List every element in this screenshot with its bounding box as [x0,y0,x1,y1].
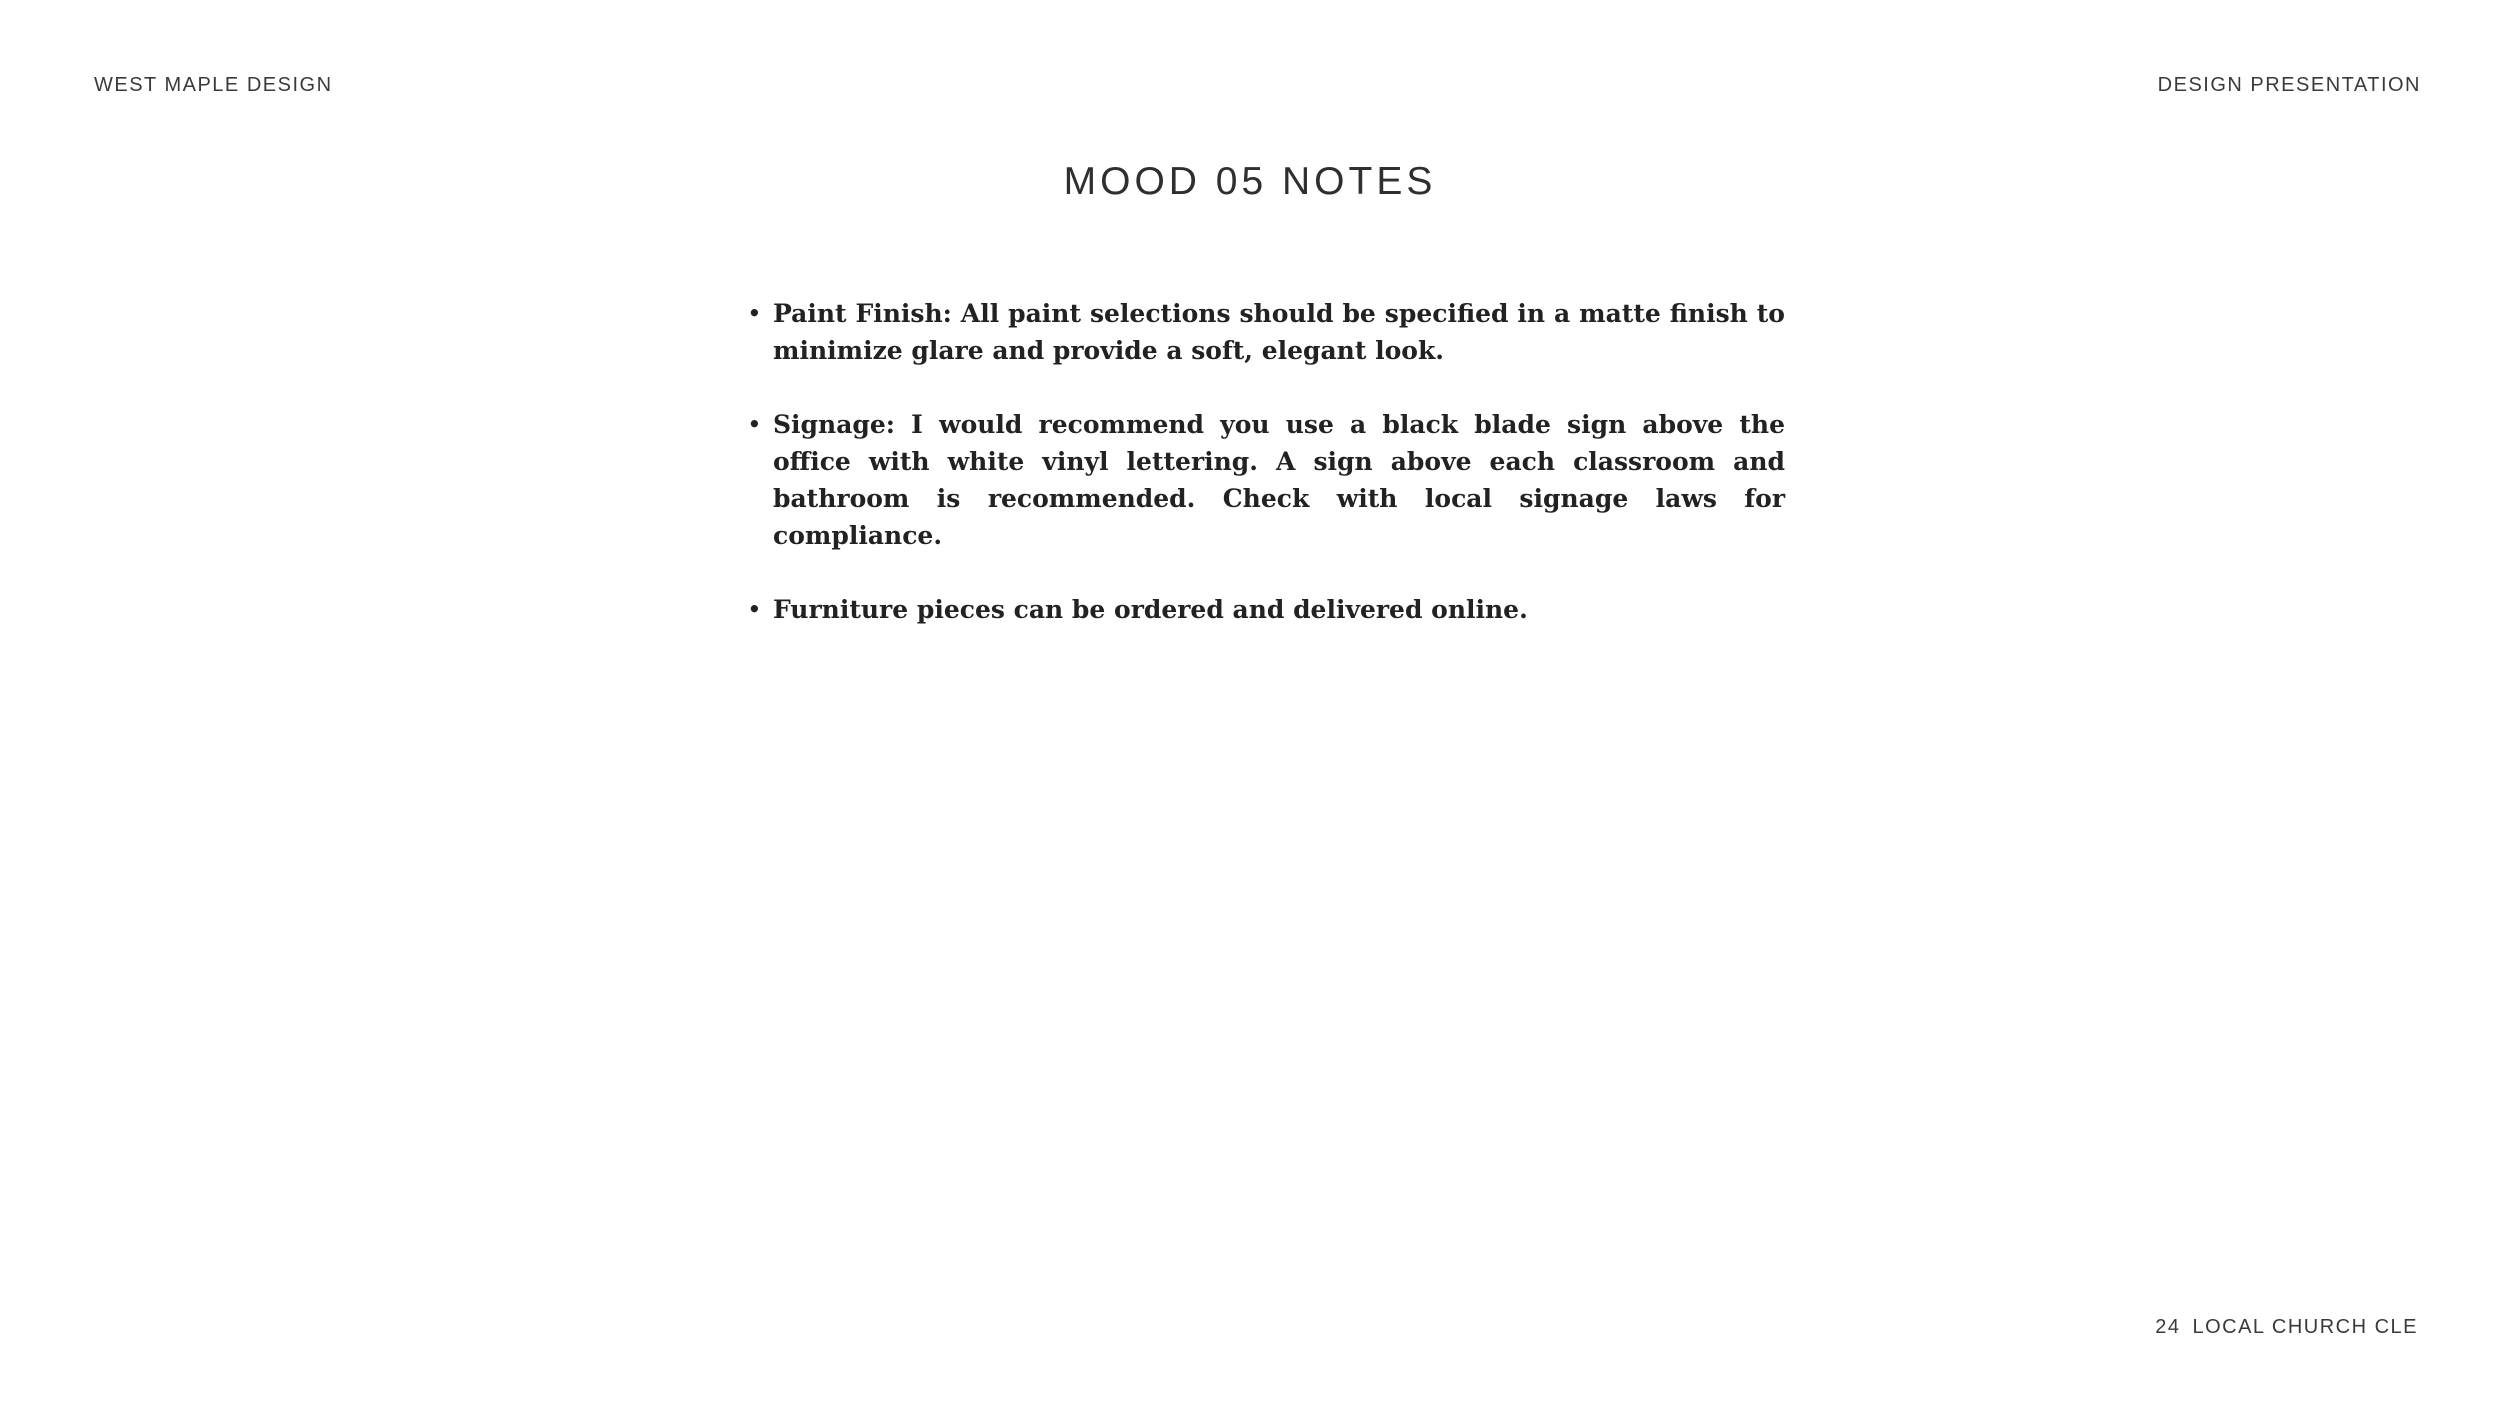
brand-name: WEST MAPLE DESIGN [94,74,333,96]
bullet-icon: • [747,410,762,439]
note-text: Paint Finish: All paint selections should be specified in a matte finish to minimize glare and provide a soft, elegant look. [773,299,1785,365]
page-number: 24 [2155,1316,2181,1338]
note-furniture [747,591,1785,628]
project-name: LOCAL CHURCH CLE [2192,1316,2418,1338]
section-label: DESIGN PRESENTATION [2157,74,2421,96]
bullet-icon: • [747,595,762,624]
page-title: MOOD 05 NOTES [1063,160,1437,203]
note-signage [747,406,1785,554]
bullet-icon: • [747,299,762,328]
note-text: Furniture pieces can be ordered and delivered online. [773,595,1528,624]
note-text: Signage: I would recommend you use a black blade sign above the office with white vinyl lettering. A sign above each classroom and bathroom is recommended. Check with local signage laws for compliance. [773,410,1785,550]
note-paint-finish [747,295,1785,369]
page-footer [2155,1316,2418,1339]
notes-list [747,295,1785,628]
